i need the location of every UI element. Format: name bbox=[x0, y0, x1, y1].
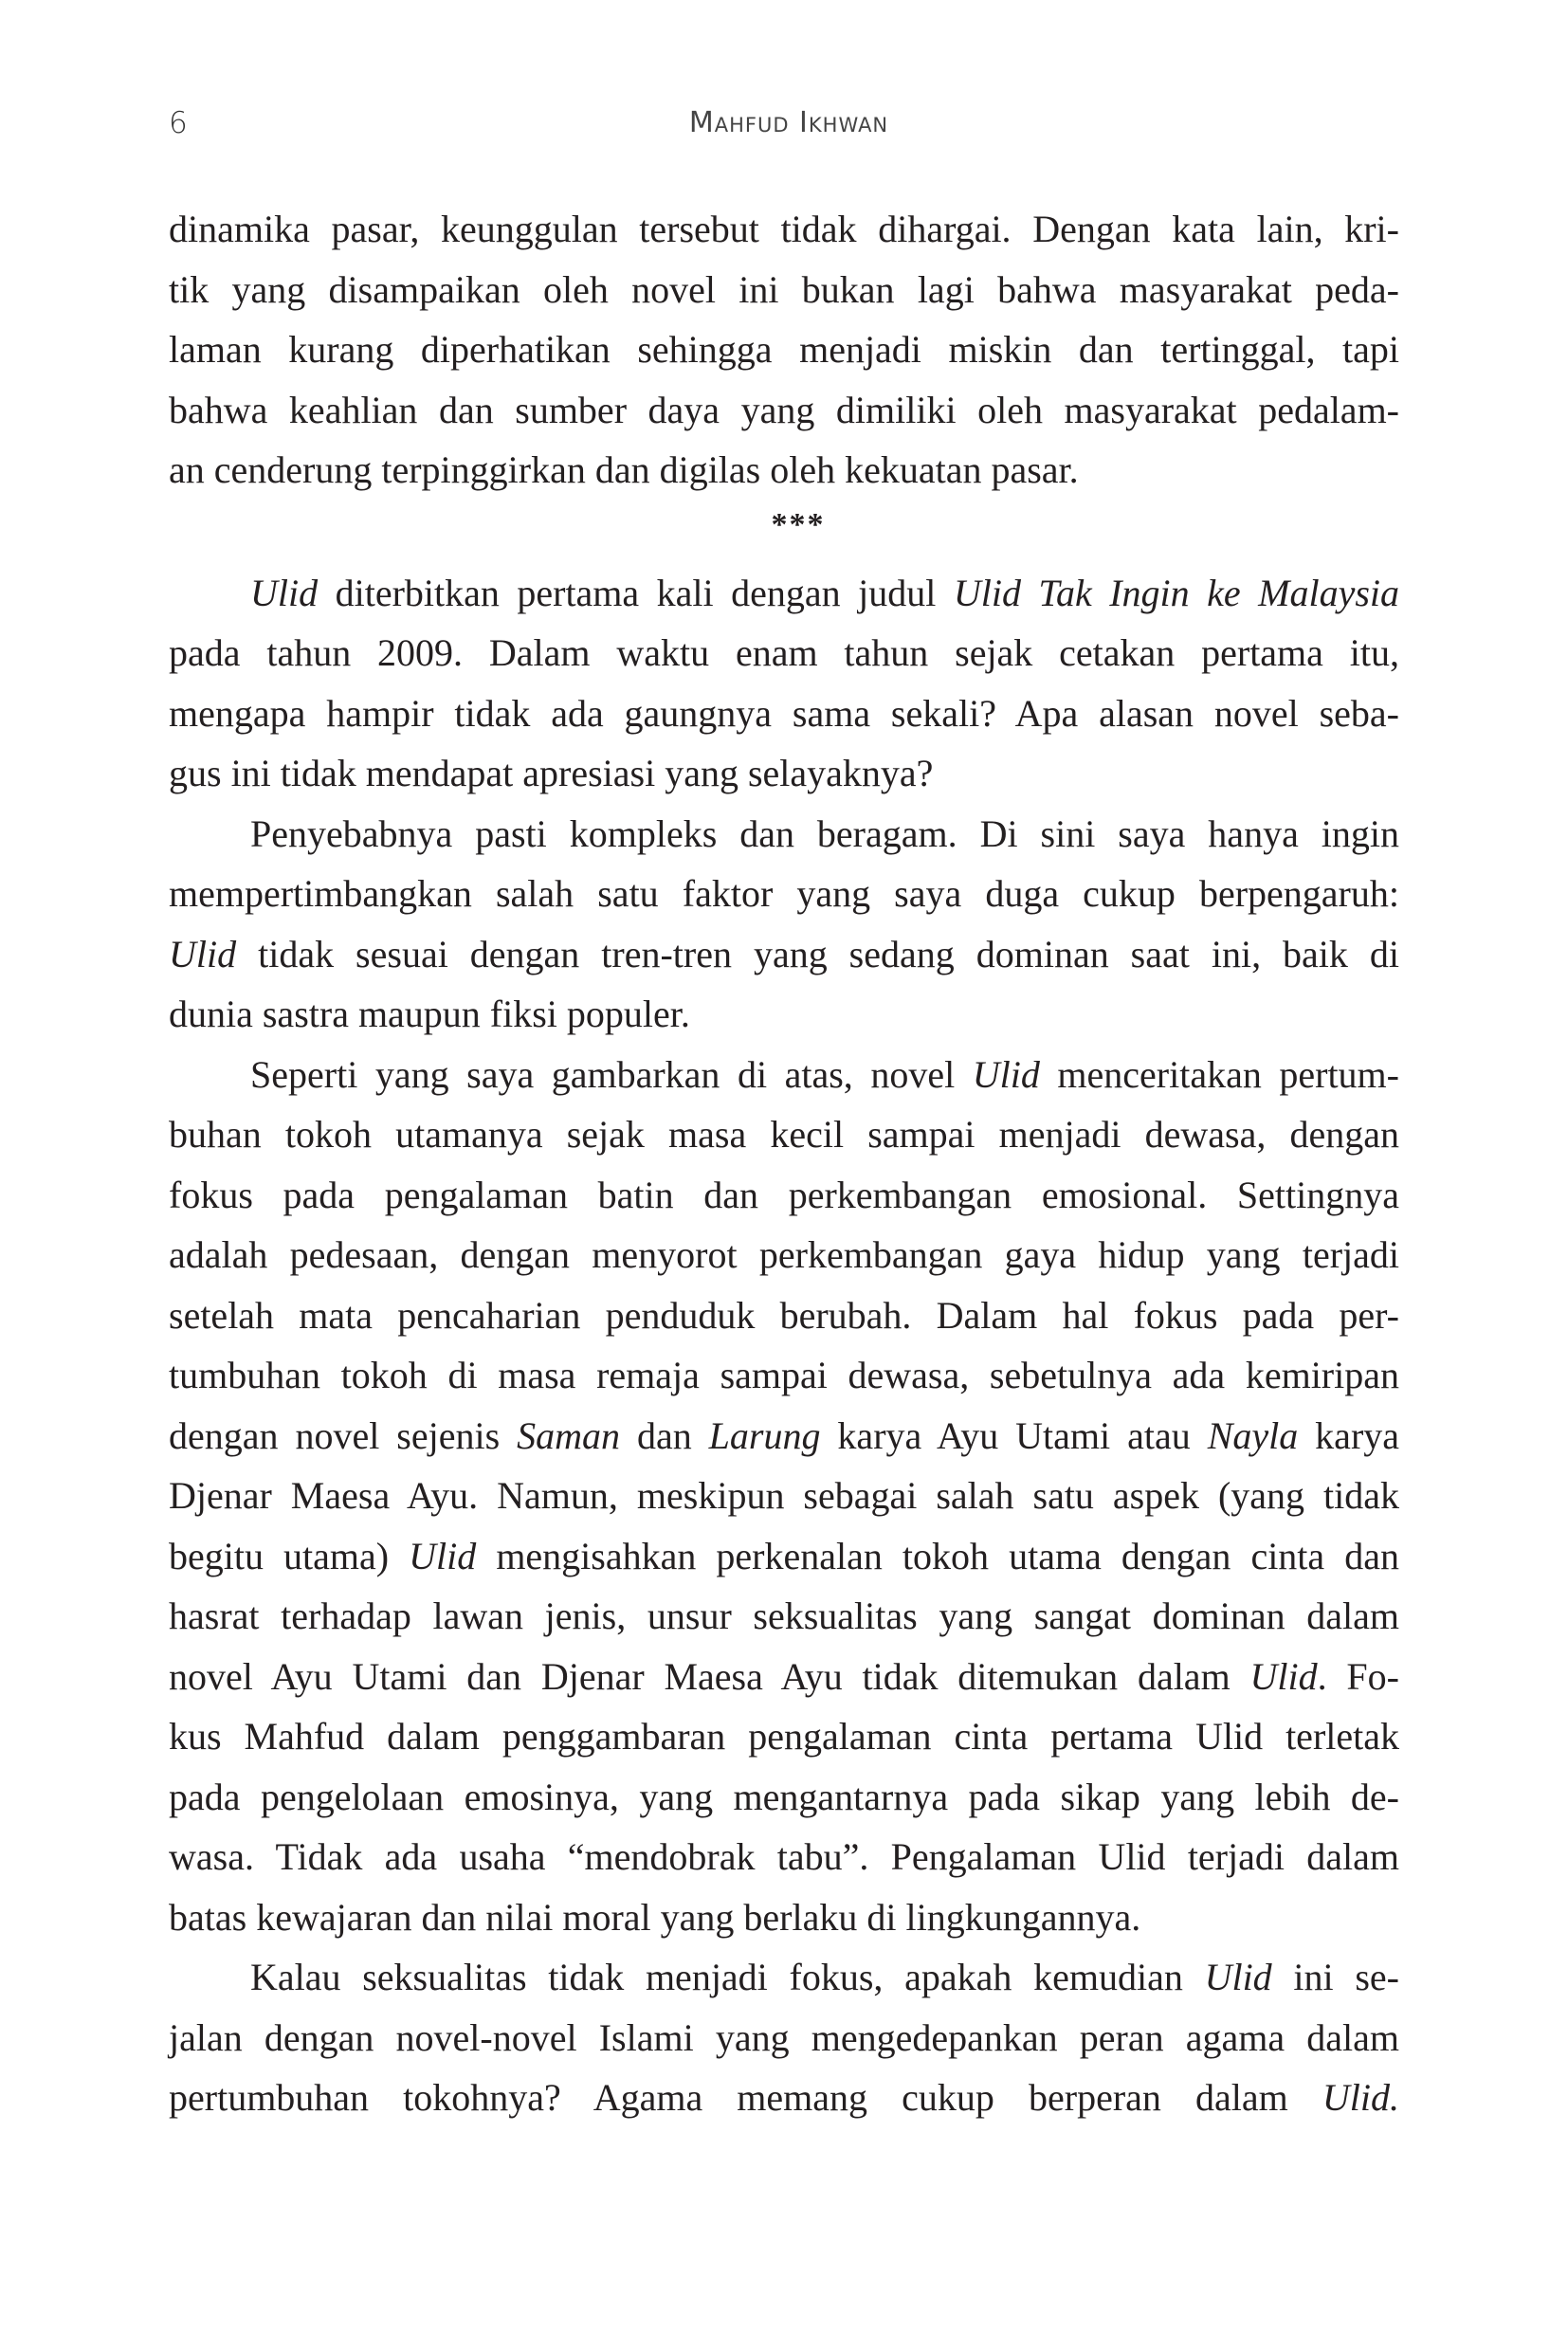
page-header bbox=[0, 106, 1568, 163]
text-line: batas kewajaran dan nilai moral yang berlaku di lingkungannya. bbox=[169, 1895, 1141, 1939]
page-number: 6 bbox=[169, 106, 188, 140]
text-line bbox=[169, 1526, 1399, 1587]
italic-title: Ulid Tak Ingin ke Malaysia bbox=[953, 571, 1400, 614]
text-run: begitu utama) bbox=[169, 1534, 410, 1577]
text-run: karya bbox=[1298, 1413, 1400, 1457]
text-line: pada tahun 2009. Dalam waktu enam tahun sejak cetakan pertama itu, bbox=[169, 631, 1399, 674]
italic-title: Nayla bbox=[1207, 1413, 1299, 1457]
text-line bbox=[169, 1647, 1399, 1707]
text-line: Penyebabnya pasti kompleks dan beragam. Di sini saya hanya ingin bbox=[250, 811, 1399, 855]
italic-title: Ulid. bbox=[1322, 2076, 1399, 2119]
text-line: setelah mata pencaharian penduduk berubah. Dalam hal fokus pada per- bbox=[169, 1293, 1399, 1337]
paragraph-1 bbox=[169, 199, 1399, 501]
text-line: tumbuhan tokoh di masa remaja sampai dewasa, sebetulnya ada kemiripan bbox=[169, 1354, 1399, 1396]
text-run: Kalau seksualitas tidak menjadi fokus, apakah kemudian bbox=[250, 1956, 1205, 1998]
text-line: Djenar Maesa Ayu. Namun, meskipun sebagai salah satu aspek (yang tidak bbox=[169, 1474, 1399, 1517]
text-run: ini se- bbox=[1271, 1956, 1399, 1998]
paragraph-5 bbox=[169, 1947, 1399, 2128]
text-line bbox=[169, 924, 1399, 985]
paragraph-3 bbox=[169, 804, 1399, 1045]
text-line: wasa. Tidak ada usaha “mendobrak tabu”. Pengalaman Ulid terjadi dalam bbox=[169, 1835, 1399, 1878]
text-line: adalah pedesaan, dengan menyorot perkembangan gaya hidup yang terjadi bbox=[169, 1233, 1399, 1276]
text-line bbox=[169, 1947, 1399, 2008]
body-text bbox=[169, 199, 1399, 2128]
text-line bbox=[169, 2068, 1399, 2128]
text-run: Seperti yang saya gambarkan di atas, novel bbox=[250, 1052, 973, 1096]
text-run: novel Ayu Utami dan Djenar Maesa Ayu tidak ditemukan dalam bbox=[169, 1654, 1250, 1698]
text-line: mempertimbangkan salah satu faktor yang saya duga cukup berpengaruh: bbox=[169, 872, 1399, 915]
paragraph-4 bbox=[169, 1045, 1399, 1948]
text-line: an cenderung terpinggirkan dan digilas oleh kekuatan pasar. bbox=[169, 448, 1079, 491]
text-line: bahwa keahlian dan sumber daya yang dimiliki oleh masyarakat pedalam- bbox=[169, 388, 1399, 431]
text-run: mengisahkan perkenalan tokoh utama dengan cinta dan bbox=[476, 1534, 1399, 1577]
italic-title: Ulid bbox=[1204, 1956, 1272, 1998]
text-line: buhan tokoh utamanya sejak masa kecil sampai menjadi dewasa, dengan bbox=[169, 1113, 1399, 1156]
text-line: laman kurang diperhatikan sehingga menjadi miskin dan tertinggal, tapi bbox=[169, 328, 1399, 371]
text-line: dinamika pasar, keunggulan tersebut tidak dihargai. Dengan kata lain, kri- bbox=[169, 208, 1399, 250]
italic-title: Ulid bbox=[169, 932, 237, 975]
text-run: menceritakan pertum- bbox=[1039, 1052, 1399, 1096]
paragraph-2 bbox=[169, 563, 1399, 804]
text-line: tik yang disampaikan oleh novel ini bukan lagi bahwa masyarakat peda- bbox=[169, 267, 1399, 311]
italic-title: Saman bbox=[517, 1413, 620, 1457]
section-separator: *** bbox=[771, 506, 826, 542]
italic-title: Ulid bbox=[409, 1534, 477, 1577]
italic-title: Ulid bbox=[1249, 1654, 1318, 1698]
text-run: dan bbox=[620, 1413, 709, 1457]
text-line: jalan dengan novel-novel Islami yang mengedepankan peran agama dalam bbox=[169, 2015, 1399, 2059]
text-line: dunia sastra maupun fiksi populer. bbox=[169, 993, 690, 1035]
italic-title: Larung bbox=[708, 1413, 821, 1457]
italic-title: Ulid bbox=[972, 1052, 1040, 1096]
text-line: hasrat terhadap lawan jenis, unsur seksualitas yang sangat dominan dalam bbox=[169, 1595, 1399, 1637]
text-line bbox=[169, 1406, 1399, 1467]
text-run: pertumbuhan tokohnya? Agama memang cukup berperan dalam bbox=[169, 2076, 1322, 2119]
text-run: tidak sesuai dengan tren-tren yang sedang dominan saat ini, baik di bbox=[236, 932, 1399, 975]
text-line: mengapa hampir tidak ada gaungnya sama sekali? Apa alasan novel seba- bbox=[169, 691, 1399, 735]
text-line bbox=[169, 563, 1399, 624]
text-run: diterbitkan pertama kali dengan judul bbox=[318, 571, 954, 614]
text-line: pada pengelolaan emosinya, yang mengantarnya pada sikap yang lebih de- bbox=[169, 1775, 1399, 1818]
text-run: dengan novel sejenis bbox=[169, 1413, 518, 1457]
text-run: . Fo- bbox=[1317, 1654, 1399, 1698]
italic-title: Ulid bbox=[250, 571, 319, 614]
running-head: Mahfud Ikhwan bbox=[688, 106, 889, 139]
text-run: karya Ayu Utami atau bbox=[820, 1413, 1208, 1457]
text-line: gus ini tidak mendapat apresiasi yang selayaknya? bbox=[169, 752, 934, 794]
text-line: fokus pada pengalaman batin dan perkembangan emosional. Settingnya bbox=[169, 1173, 1399, 1216]
text-line: kus Mahfud dalam penggambaran pengalaman cinta pertama Ulid terletak bbox=[169, 1715, 1399, 1758]
text-line bbox=[169, 1045, 1399, 1105]
